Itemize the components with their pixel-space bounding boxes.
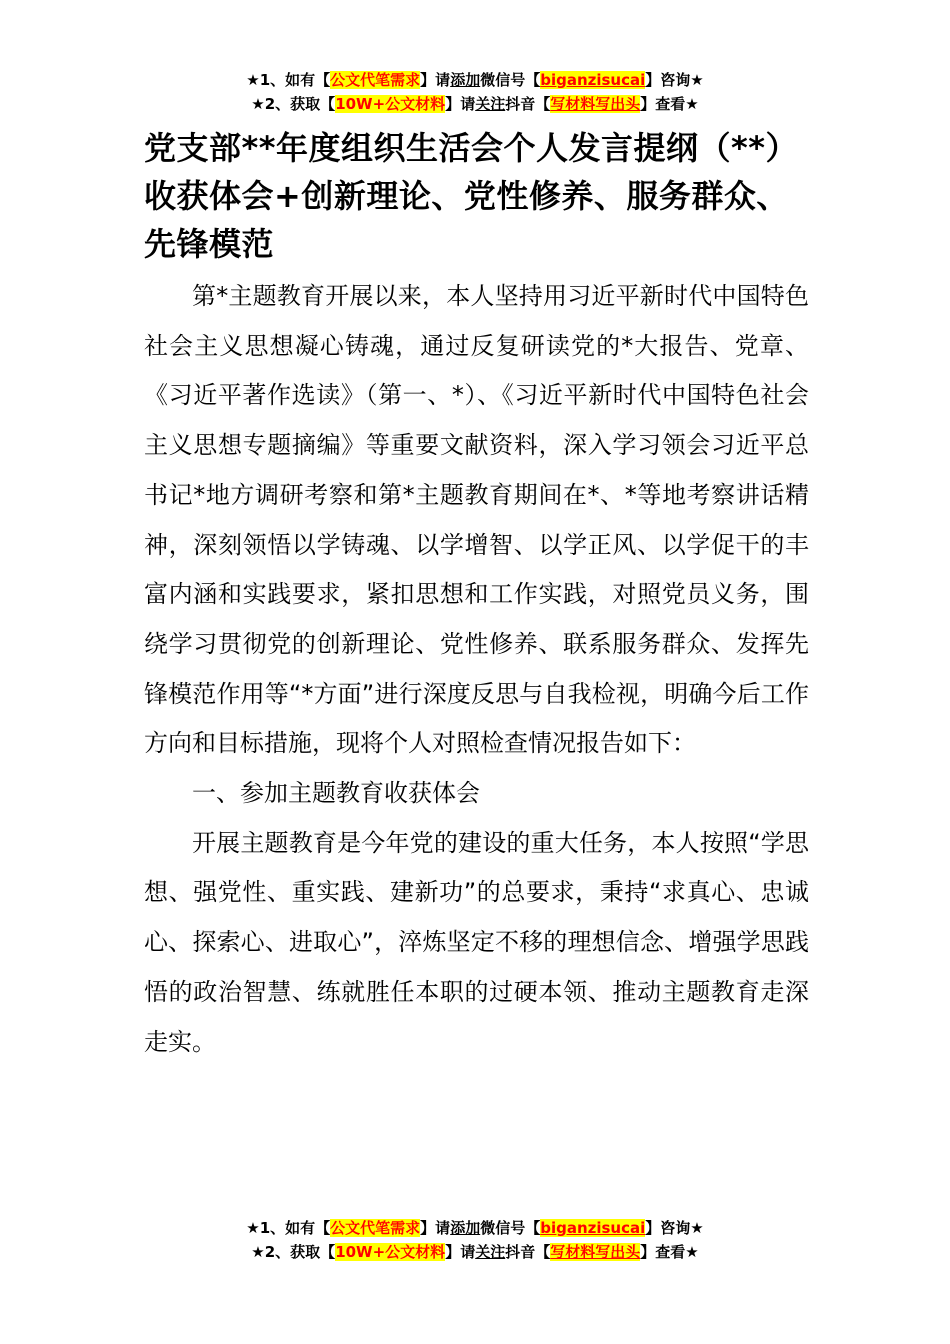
banner-text: 】请 bbox=[420, 1219, 451, 1237]
document-title: 党支部**年度组织生活会个人发言提纲（**）收获体会+创新理论、党性修养、服务群众、先锋模范 bbox=[144, 129, 798, 263]
banner-line-1 bbox=[0, 68, 950, 92]
banner-highlight: 10W+公文材料 bbox=[335, 1243, 446, 1261]
banner-douyin-id: 写材料写出头 bbox=[550, 1243, 641, 1261]
banner-text: ★1、如有【 bbox=[246, 1219, 331, 1237]
banner-text: 微信号【 bbox=[480, 71, 541, 89]
banner-text: 】查看★ bbox=[640, 1243, 699, 1261]
banner-text: 微信号【 bbox=[480, 1219, 541, 1237]
banner-line-1 bbox=[0, 1216, 950, 1240]
banner-highlight: 公文代笔需求 bbox=[330, 71, 421, 89]
banner-text: 】查看★ bbox=[640, 95, 699, 113]
banner-highlight: 公文代笔需求 bbox=[330, 1219, 421, 1237]
banner-douyin-id: 写材料写出头 bbox=[550, 95, 641, 113]
header-banner bbox=[0, 68, 950, 116]
banner-wechat-id: biganzisucai bbox=[540, 1219, 646, 1237]
banner-text: 】请 bbox=[445, 1243, 476, 1261]
banner-underlined-text: 添加 bbox=[450, 71, 481, 89]
document-body bbox=[144, 272, 809, 1067]
banner-text: 】咨询★ bbox=[645, 1219, 704, 1237]
banner-underlined-text: 关注 bbox=[475, 95, 506, 113]
banner-line-2 bbox=[0, 1240, 950, 1264]
body-paragraph: 第*主题教育开展以来，本人坚持用习近平新时代中国特色社会主义思想凝心铸魂，通过反复研读党的*大报告、党章、《习近平著作选读》（第一、*）、《习近平新时代中国特色社会主义思想专题摘编》等重要文献资料，深入学习领会习近平总书记*地方调研考察和第*主题教育期间在*、*等地考察讲话精神，深刻领悟以学铸魂、以学增智、以学正风、以学促干的丰富内涵和实践要求，紧扣思想和工作实践，对照党员义务，围绕学习贯彻党的创新理论、党性修养、联系服务群众、发挥先锋模范作用等“*方面”进行深度反思与自我检视，明确今后工作方向和目标措施，现将个人对照检查情况报告如下： bbox=[144, 282, 809, 758]
banner-text: ★2、获取【 bbox=[251, 1243, 336, 1261]
banner-text: 】请 bbox=[420, 71, 451, 89]
body-paragraph: 开展主题教育是今年党的建设的重大任务，本人按照“学思想、强党性、重实践、建新功”的总要求，秉持“求真心、忠诚心、探索心、进取心”，淬炼坚定不移的理想信念、增强学思践悟的政治智慧、练就胜任本职的过硬本领、推动主题教育走深走实。 bbox=[144, 828, 809, 1056]
banner-wechat-id: biganzisucai bbox=[540, 71, 646, 89]
banner-highlight: 10W+公文材料 bbox=[335, 95, 446, 113]
banner-text: ★2、获取【 bbox=[251, 95, 336, 113]
banner-text: 抖音【 bbox=[505, 1243, 551, 1261]
banner-underlined-text: 关注 bbox=[475, 1243, 506, 1261]
banner-text: 抖音【 bbox=[505, 95, 551, 113]
banner-text: 】请 bbox=[445, 95, 476, 113]
banner-text: 】咨询★ bbox=[645, 71, 704, 89]
footer-banner bbox=[0, 1216, 950, 1264]
section-heading: 一、参加主题教育收获体会 bbox=[192, 779, 480, 808]
banner-text: ★1、如有【 bbox=[246, 71, 331, 89]
banner-line-2 bbox=[0, 92, 950, 116]
banner-underlined-text: 添加 bbox=[450, 1219, 481, 1237]
